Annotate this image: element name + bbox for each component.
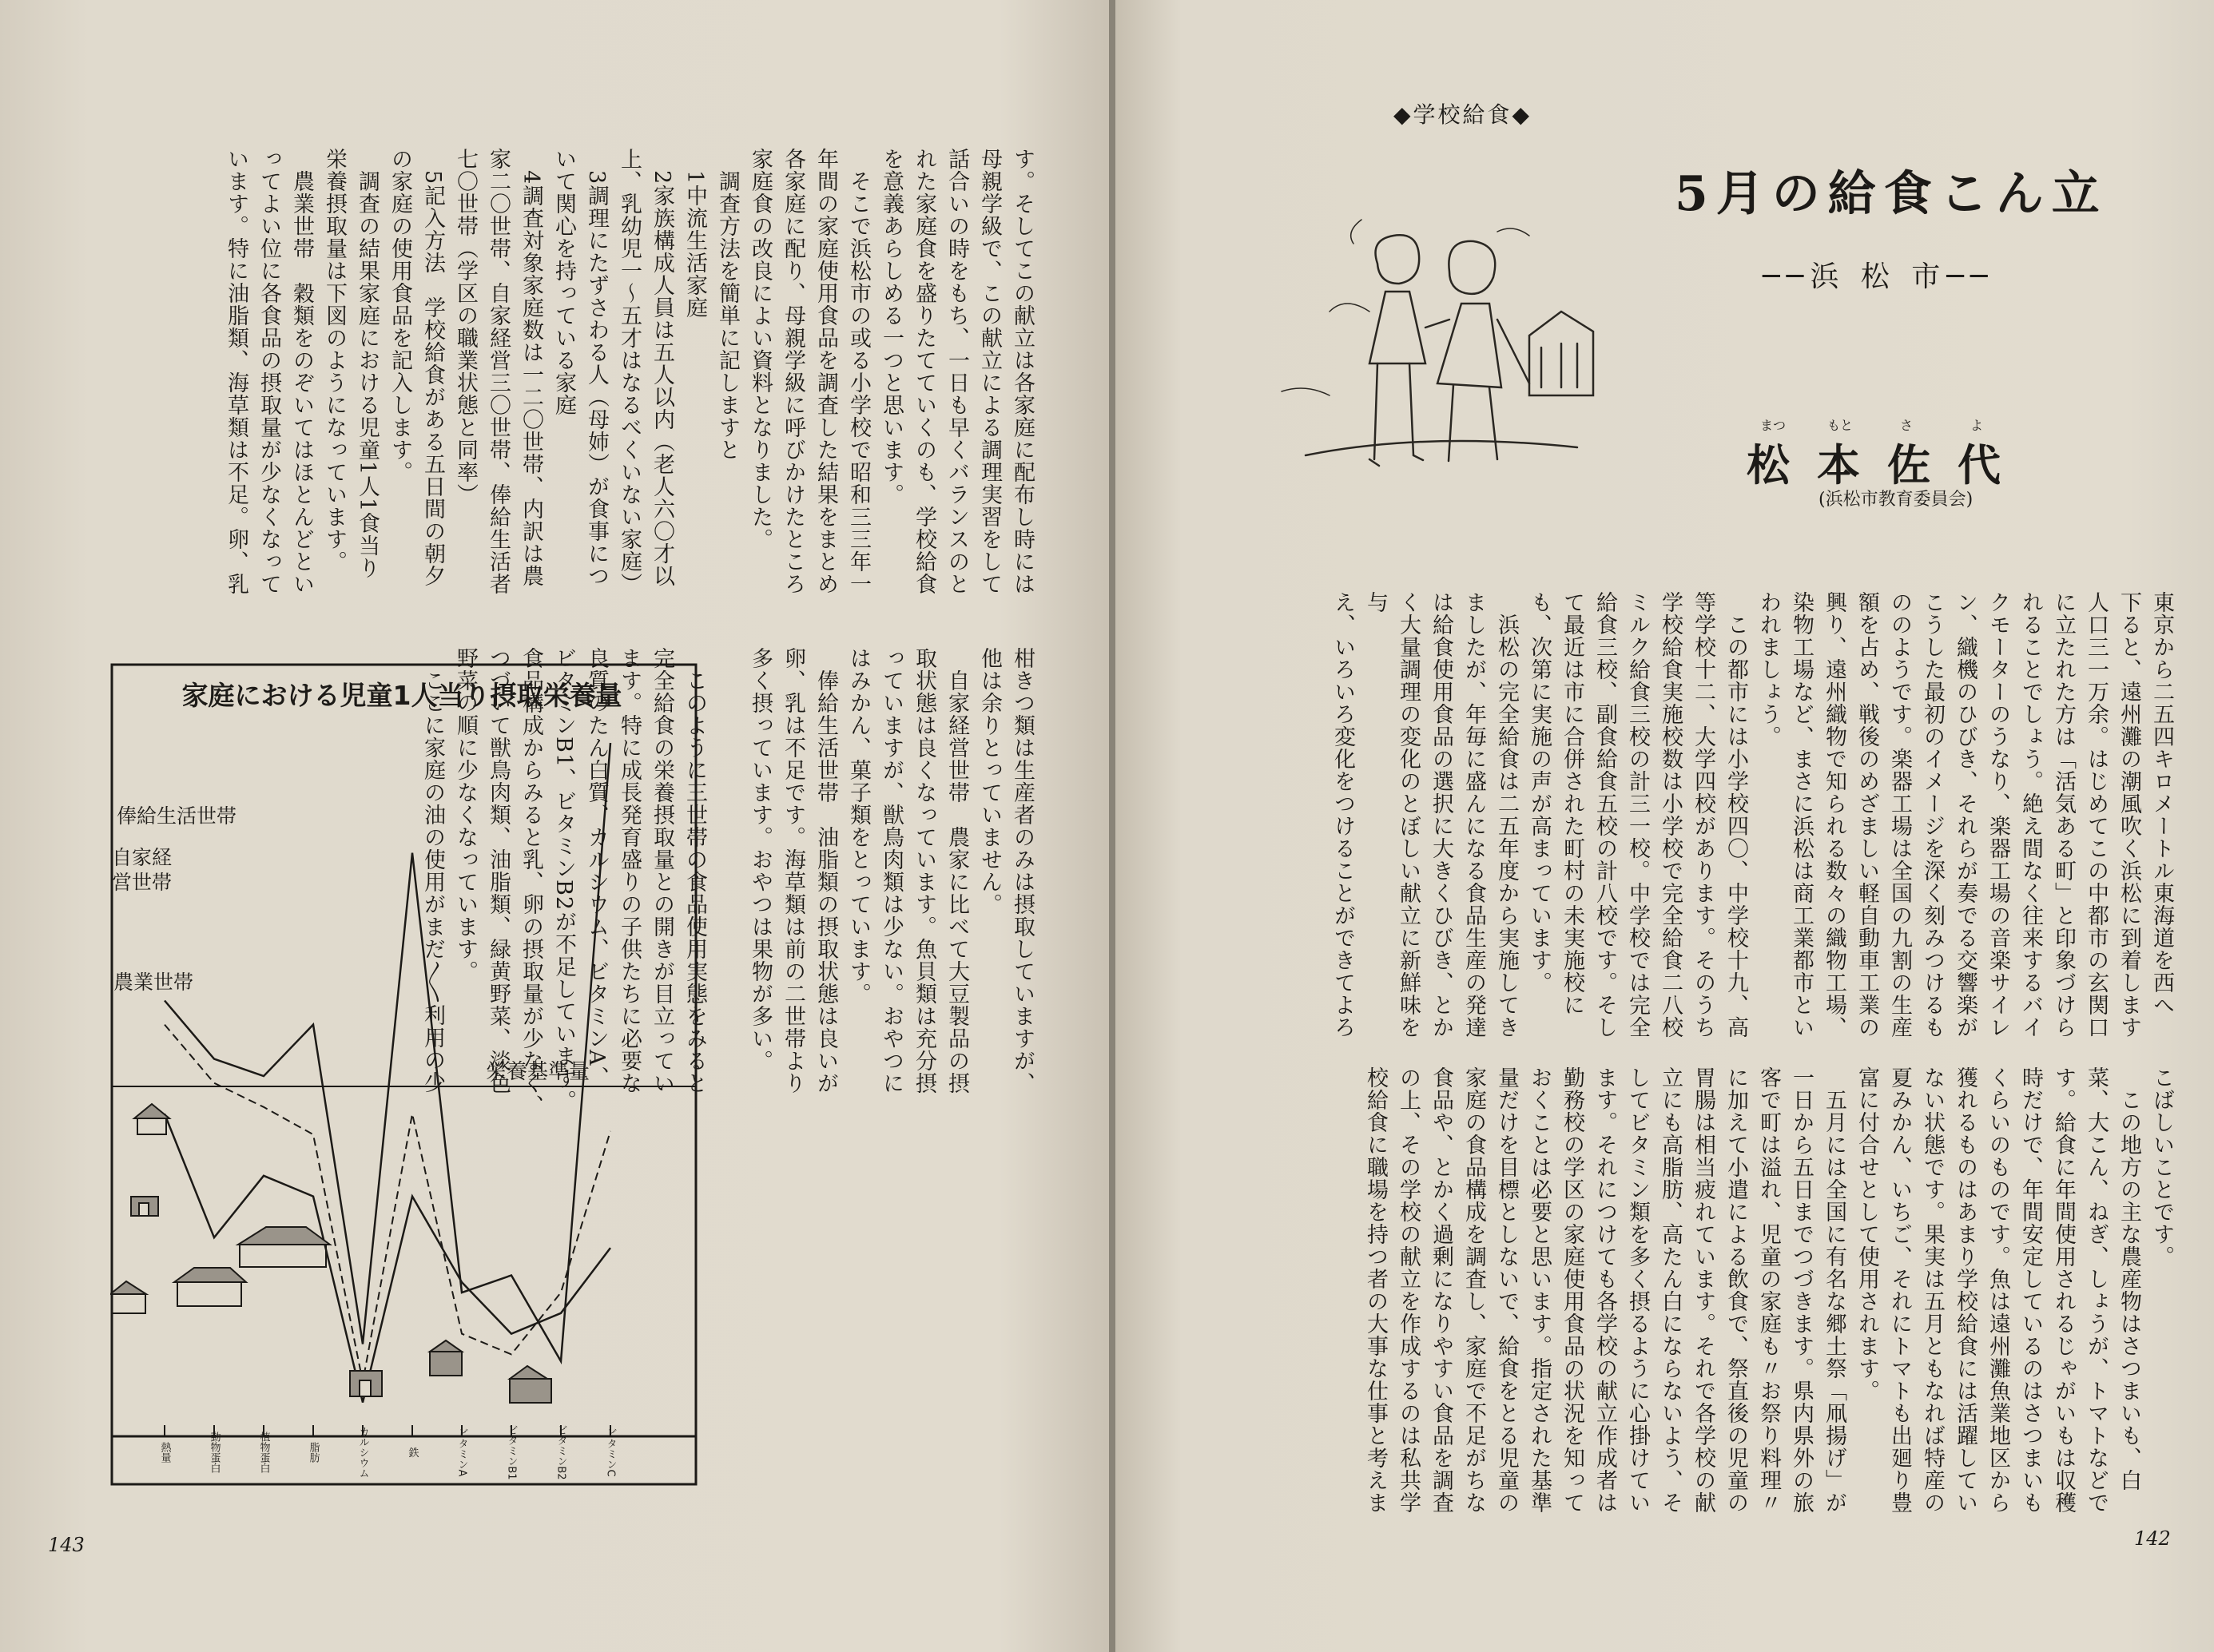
house-icon-5	[110, 1281, 146, 1313]
x-tick-label: ビタミンB2	[554, 1424, 567, 1480]
right-column-2: こばしいことです。 この地方の主な農産物はさつまいも、白 菜、大こん、ねぎ、しょうが、トマトなどで す。給食に年間使用されるじゃがいもは収穫 時だけで、年間安定しているのはさつまいも くらいのものです。魚は遠州灘魚業地区から 獲れるものはあまり学校給食には活躍してい ない状態です。果実は五月ともなれば特産の 夏みかん、いちご、それにトマトも出廻り豊 富に付合せとして使用されます。 五月には全国に有名な郷土祭「凧揚げ」が 一日から五日までつづきます。県内県外の旅 客で町は溢れ、児童の家庭も〃お祭り料理〃 に加えて小遣による飲食で、祭直後の児童の 胃腸は相当疲れています。それで各学校の献 立にも高脂肪、高たん白にならないよう、そ してビタミン類を多く摂るように心掛けてい ます。それにつけても各学校の献立作成者は 勤務校の学区の家庭使用食品の状況を知って おくことは必要と思います。指定された基準 量だけを目標としないで、給食をとる児童の 家庭の食品構成を調査し、家庭で不足がちな 食品や、とかく過剰になりやすい食品を調査 の上、その学校の献立を作成するのは私共学 校給食に職場を持つ者の大事な仕事と考えま	[1363, 1066, 2174, 1514]
article-title: 5月の給食こん立	[1675, 166, 2108, 222]
series-label-farm: 農業世帯	[113, 971, 194, 994]
house-icon-2	[131, 1197, 158, 1216]
right-page	[1115, 0, 2214, 1652]
author-ruby-3: さ	[1900, 418, 1914, 433]
x-tick-label: 植物蛋白	[257, 1432, 270, 1473]
house-icon-4	[174, 1268, 246, 1306]
chart-title: 家庭における児童1人当り摂取栄養量	[181, 680, 622, 711]
author-ruby-1: まつ	[1760, 418, 1787, 433]
nutrition-chart	[110, 663, 698, 1486]
house-icon-3	[238, 1227, 330, 1267]
house-icon-6	[350, 1371, 382, 1396]
x-tick-label: 熱量	[158, 1442, 171, 1463]
page-number-right: 142	[2134, 1527, 2171, 1550]
x-tick-label: 鉄	[406, 1447, 419, 1458]
right-column-1: 東京から二五四キロメートル東海道を西へ 下ると、遠州灘の潮風吹く浜松に到着します 人口三一万余。はじめてこの中都市の玄関口 に立たれた方は「活気ある町」と印象づけら れることでしょう。絶え間なく往来するバイ クモーターのうなり、楽器工場の音楽サイレ ン、織機のひびき、それらが奏でる交響楽が こうした最初のイメージを深く刻みつけるも ののようです。楽器工場は全国の九割の生産 額を占め、戦後のめざましい軽自動車工業の 興り、遠州織物で知られる数々の織物工場、 染物工場など、まさに浜松は商工業都市とい われましょう。 この都市には小学校四〇、中学校十九、高 等学校十二、大学四校があります。そのうち 学校給食実施校数は小学校で完全給食二八校 ミルク給食三校の計三一校。中学校では完全 給食三校、副食給食五校の計八校です。そし て最近は市に合併された町村の未実施校に も、次第に実施の声が高まっています。 浜松の完全給食は二五年度から実施してき ましたが、年毎に盛んになる食品生産の発達 は給食使用食品の選択に大きくひびき、とか く大量調理の変化のとぼしい献立に新鮮味を与 え、いろいろ変化をつけることができてよろ	[1330, 591, 2174, 1038]
house-icons	[110, 1104, 551, 1403]
x-tick-label: ビタミンB1	[505, 1424, 518, 1480]
page-number-left: 143	[48, 1534, 85, 1556]
house-icon-7	[430, 1340, 462, 1376]
series-label-self: 自家経	[112, 846, 173, 869]
x-tick-label: ビタミンC	[604, 1428, 617, 1477]
left-bottom-column: 柑きつ類は生産者のみは摂取していますが、 他は余りとっていません。 自家経営世帯 農家に比べて大豆製品の摂 取状態は良くなっています。魚貝類は充分摂 っていますが、獣鳥肉類は少ない。おやつに はみかん、菓子類をとっています。 俸給生活世帯 油脂類の摂取状態は良いが 卵、乳は不足です。海草類は前の二世帯より 多く摂っています。おやつは果物が多い。 このように三世帯の食品使用実態をみると 完全給食の栄養摂取量との開きが目立ってい ます。特に成長発育盛りの子供たちに必要な 良質のたん白質、カルシウム、ビタミンA、 ビタミンB1、ビタミンB2が不足しています。 食品構成からみると乳、卵の摂取量が少なく、 つづいて獣鳥肉類、油脂類、緑黄野菜、淡色 野菜の順に少なくなっています。 ここに家庭の油の使用がまだ〳〵利用の少	[420, 647, 1035, 1117]
author-ruby-4: よ	[1970, 418, 1984, 433]
series-label-self: 営世帯	[112, 871, 173, 894]
author-ruby-2: もと	[1827, 418, 1854, 433]
series-line	[165, 1114, 610, 1402]
section-tag: ◆学校給食◆	[1393, 101, 1532, 128]
x-tick-label: 動物蛋白	[208, 1432, 221, 1473]
series-label-salary: 俸給生活世帯	[117, 804, 237, 828]
x-tick-label: ビタミンA	[455, 1428, 468, 1477]
author-affiliation: (浜松市教育委員会)	[1819, 490, 1974, 510]
reference-line-label: 栄養基準量	[486, 1060, 590, 1084]
x-tick-label: 脂肪	[307, 1442, 320, 1463]
x-tick-label: カルシウム	[356, 1426, 369, 1479]
article-subtitle: ──浜 松 市──	[1763, 260, 1994, 293]
left-top-column: す。そしてこの献立は各家庭に配布し時には 母親学級で、この献立による調理実習をして 話合いの時をもち、一日も早くバランスのと れた家庭食を盛りたてていくのも、学校給食 を意義あらしめる一つと思います。 そこで浜松市の或る小学校で昭和三三年一 年間の家庭使用食品を調査した結果をまとめ 各家庭に配り、母親学級に呼びかけたところ 家庭食の改良によい資料となりました。 調査方法を簡単に記しますと 1中流生活家庭 2家族構成人員は五人以内（老人六〇才以 上、乳幼児一〜五才はなるべくいない家庭） 3調理にたずさわる人（母姉）が食事につ いて関心を持っている家庭 4調査対象家庭数は一二〇世帯、内訳は農 家二〇世帯、自家経営三〇世帯、俸給生活者 七〇世帯（学区の職業状態と同率） 5記入方法 学校給食がある五日間の朝夕 の家庭の使用食品を記入します。 調査の結果家庭における児童1人1食当り 栄養摂取量は下図のようになっています。 農業世帯 穀類をのぞいてはほとんどとい ってよい位に各食品の摂取量が少なくなって います。特に油脂類、海草類は不足。卵、乳	[224, 148, 1035, 595]
author-name: 松本佐代	[1747, 439, 2028, 490]
house-icon-1	[134, 1104, 169, 1134]
girls-illustration	[1258, 216, 1609, 479]
house-icon-8	[510, 1366, 551, 1403]
